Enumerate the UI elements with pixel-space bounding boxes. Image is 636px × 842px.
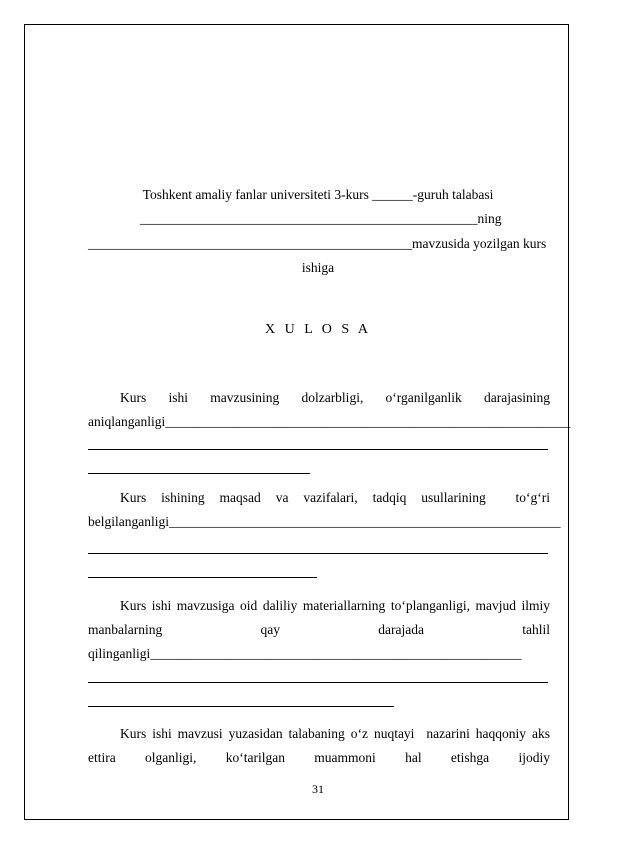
section2-line2: belgilanganligi__________________________________________________________ [88, 514, 561, 529]
section4-line1: Kurs ishi mavzusi yuzasidan talabaning o‘z nuqtayi nazarini haqqoniy aks [120, 726, 550, 741]
header-line-student-name: __________________________________________________ning [140, 211, 502, 226]
section1-rule1 [88, 449, 548, 450]
page-number: 31 [312, 782, 324, 796]
section3-line1: Kurs ishi mavzusiga oid daliliy materiallarning to‘planganligi, mavjud ilmiy [120, 598, 550, 613]
section4-line2: ettira olganligi, ko‘tarilgan muammoni hal etishga ijodiy [88, 750, 550, 765]
header-line-ishiga: ishiga [301, 260, 335, 275]
section3-line3: qilinganligi_______________________________________________________ [88, 646, 522, 661]
section3-rule1 [88, 682, 548, 683]
section1-rule2 [88, 473, 310, 474]
section1-line2: aniqlanganligi____________________________________________________________ [88, 414, 571, 429]
header-line-topic: ________________________________________________mavzusida yozilgan kurs [88, 236, 547, 251]
section2-rule2 [88, 577, 317, 578]
page-title: X U L O S A [265, 322, 371, 337]
section2-rule1 [88, 553, 548, 554]
section3-rule2 [88, 706, 394, 707]
section3-line2: manbalarning qay darajada tahlil [88, 622, 550, 637]
section1-line1: Kurs ishi mavzusining dolzarbligi, o‘rganilganlik darajasining [120, 390, 550, 405]
section2-line1: Kurs ishining maqsad va vazifalari, tadqiq usullarining to‘g‘ri [120, 490, 550, 505]
header-line-university: Toshkent amaliy fanlar universiteti 3-kurs ______-guruh talabasi [142, 187, 494, 202]
